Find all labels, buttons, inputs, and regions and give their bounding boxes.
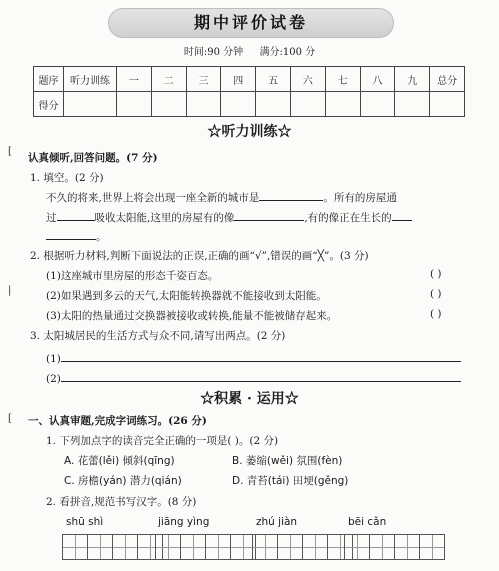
score-cell[interactable] bbox=[430, 92, 465, 117]
score-cell[interactable] bbox=[395, 92, 430, 117]
time-limit: 时间:90 分钟 bbox=[183, 47, 244, 58]
score-cell[interactable] bbox=[290, 92, 325, 117]
score-cell[interactable] bbox=[151, 92, 186, 117]
exam-title-banner bbox=[108, 8, 394, 38]
q3-answer-line-2: (2) bbox=[46, 370, 461, 385]
table-header-cell: 三 bbox=[186, 67, 221, 92]
writing-cell[interactable] bbox=[205, 534, 231, 560]
table-header-cell: 四 bbox=[221, 67, 256, 92]
writing-cell[interactable] bbox=[302, 534, 328, 560]
pinyin-label-4: bēi cǎn bbox=[348, 516, 387, 528]
margin-mark: | bbox=[8, 285, 12, 296]
q3-answer-line-1: (1) bbox=[46, 350, 461, 365]
pinyin-label-2: jiāng yìng bbox=[158, 516, 210, 528]
writing-cell[interactable] bbox=[87, 534, 113, 560]
writing-cell[interactable] bbox=[277, 534, 303, 560]
pinyin-label-1: shū shì bbox=[66, 516, 104, 528]
pinyin-label-3: zhú jiàn bbox=[256, 516, 298, 528]
margin-mark: [ bbox=[8, 146, 12, 157]
score-table-header-row bbox=[34, 67, 465, 92]
q2-item-2: (2)如果遇到多云的天气,太阳能转换器就不能接收到太阳能。 bbox=[46, 290, 327, 302]
option-c[interactable]: C. 房檐(yán) 潜力(qián) bbox=[64, 475, 182, 487]
writing-cell[interactable] bbox=[62, 534, 88, 560]
writing-cell[interactable] bbox=[180, 534, 206, 560]
writing-cell[interactable] bbox=[252, 534, 278, 560]
q1-line-1: 不久的将来,世界上将会出现一座全新的城市是 。所有的房屋通 bbox=[46, 189, 397, 205]
listening-instruction: 认真倾听,回答问题。(7 分) bbox=[28, 152, 158, 164]
q2-answer-paren-2[interactable]: ( ) bbox=[430, 288, 442, 300]
full-score: 满分:100 分 bbox=[259, 47, 316, 58]
score-table-score-row bbox=[34, 92, 465, 117]
answer-blank[interactable] bbox=[46, 228, 96, 240]
table-header-cell: 六 bbox=[290, 67, 325, 92]
option-a[interactable]: A. 花蕾(lěi) 倾斜(qīng) bbox=[64, 455, 175, 467]
part1-title: 一、认真审题,完成字词练习。(26 分) bbox=[28, 415, 207, 427]
table-header-cell: 总分 bbox=[430, 67, 465, 92]
score-cell[interactable] bbox=[64, 92, 117, 117]
answer-blank[interactable] bbox=[61, 370, 461, 382]
score-cell[interactable] bbox=[360, 92, 395, 117]
exam-title: 期中评价试卷 bbox=[193, 13, 308, 32]
acc-q1-title: 1. 下列加点字的读音完全正确的一项是( )。(2 分) bbox=[46, 435, 279, 447]
score-table bbox=[33, 66, 465, 117]
answer-blank[interactable] bbox=[234, 209, 304, 221]
table-header-cell: 题序 bbox=[34, 67, 64, 92]
q3-title: 3. 太阳城居民的生活方式与众不同,请写出两点。(2 分) bbox=[30, 330, 286, 342]
score-cell[interactable] bbox=[117, 92, 152, 117]
exam-meta bbox=[0, 43, 499, 58]
answer-blank[interactable] bbox=[392, 209, 412, 221]
q1-line-2: 过 吸收太阳能,这里的房屋有的像 ,有的像正在生长的 bbox=[46, 209, 412, 225]
writing-grid-4 bbox=[344, 534, 445, 560]
table-header-cell: 七 bbox=[325, 67, 360, 92]
score-row-label: 得分 bbox=[34, 92, 64, 117]
writing-cell[interactable] bbox=[394, 534, 420, 560]
table-header-cell: 听力训练 bbox=[64, 67, 117, 92]
table-header-cell: 五 bbox=[256, 67, 291, 92]
option-d[interactable]: D. 青苔(tái) 田埂(gěng) bbox=[232, 475, 349, 487]
q2-answer-paren-3[interactable]: ( ) bbox=[430, 308, 442, 320]
writing-cell[interactable] bbox=[112, 534, 138, 560]
option-b[interactable]: B. 萎缩(wěi) 氛围(fèn) bbox=[232, 455, 343, 467]
q2-item-3: (3)太阳的热量通过交换器被接收或转换,能量不能被储存起来。 bbox=[46, 310, 338, 322]
table-header-cell: 八 bbox=[360, 67, 395, 92]
answer-blank[interactable] bbox=[61, 350, 461, 362]
q1-line-3: 。 bbox=[46, 228, 107, 244]
acc-q2-title: 2. 看拼音,规范书写汉字。(8 分) bbox=[46, 496, 197, 508]
q1-title: 1. 填空。(2 分) bbox=[30, 172, 104, 184]
q2-answer-paren-1[interactable]: ( ) bbox=[430, 268, 442, 280]
score-cell[interactable] bbox=[221, 92, 256, 117]
score-cell[interactable] bbox=[186, 92, 221, 117]
table-header-cell: 一 bbox=[117, 67, 152, 92]
q2-title: 2. 根据听力材料,判断下面说法的正误,正确的画“√”,错误的画“╳”。(3 分) bbox=[30, 250, 369, 262]
margin-mark: [ bbox=[8, 413, 12, 424]
writing-cell[interactable] bbox=[344, 534, 370, 560]
listening-section-title: ☆听力训练☆ bbox=[207, 124, 292, 140]
writing-grid-3 bbox=[252, 534, 353, 560]
table-header-cell: 二 bbox=[151, 67, 186, 92]
table-header-cell: 九 bbox=[395, 67, 430, 92]
writing-grid-2 bbox=[155, 534, 256, 560]
writing-cell[interactable] bbox=[369, 534, 395, 560]
writing-grid-1 bbox=[62, 534, 163, 560]
score-cell[interactable] bbox=[325, 92, 360, 117]
answer-blank[interactable] bbox=[259, 189, 323, 201]
score-cell[interactable] bbox=[256, 92, 291, 117]
q2-item-1: (1)这座城市里房屋的形态千姿百态。 bbox=[46, 270, 219, 282]
answer-blank[interactable] bbox=[57, 209, 95, 221]
accumulation-section-title: ☆积累 · 运用☆ bbox=[200, 391, 299, 407]
writing-cell[interactable] bbox=[155, 534, 181, 560]
writing-cell[interactable] bbox=[419, 534, 445, 560]
